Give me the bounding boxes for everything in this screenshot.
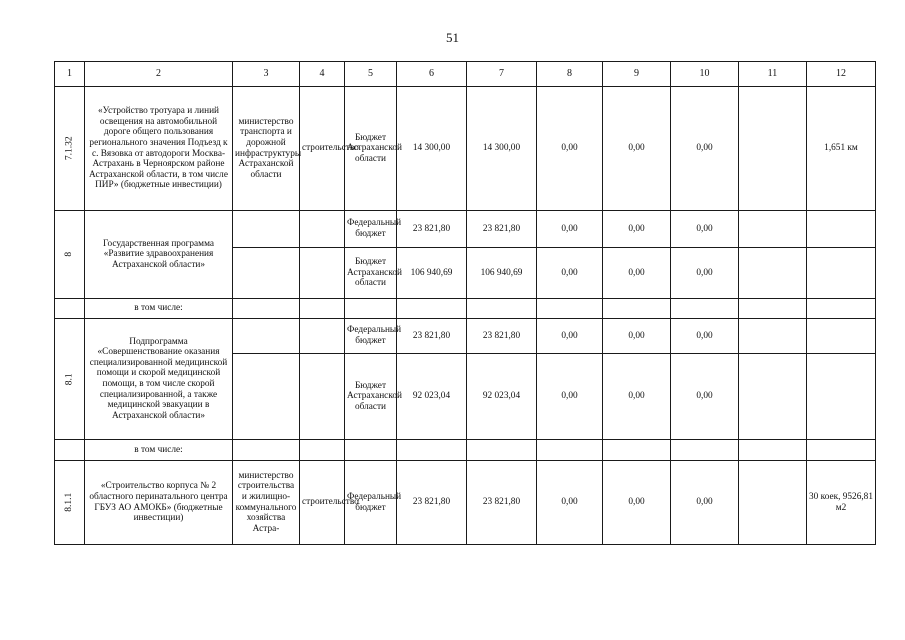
empty-cell [467,440,537,461]
empty-cell [233,440,300,461]
empty-cell [671,299,739,319]
value-col7: 14 300,00 [467,87,537,211]
work-kind: строительство [300,87,345,211]
empty-cell [537,299,603,319]
column-number: 7 [467,62,537,87]
value-col6: 92 023,04 [397,354,467,440]
funding-source: Бюджет Астраханской области [345,354,397,440]
result-col12 [807,354,876,440]
including-label: в том числе: [85,299,233,319]
value-col6: 14 300,00 [397,87,467,211]
work-kind: строительство [300,461,345,545]
column-number: 5 [345,62,397,87]
table-row [55,87,876,211]
empty-cell [300,299,345,319]
investment-table [54,61,876,545]
row-number: 7.1.32 [64,136,75,161]
funding-source: Бюджет Астраханской области [345,87,397,211]
result-col12: 1,651 км [807,87,876,211]
value-col9: 0,00 [603,211,671,248]
empty-cell [537,440,603,461]
table-row [55,211,876,248]
value-col11 [739,461,807,545]
column-number: 2 [85,62,233,87]
empty-cell [807,440,876,461]
value-col11 [739,211,807,248]
funding-source: Федеральный бюджет [345,211,397,248]
value-col10: 0,00 [671,248,739,299]
value-col8: 0,00 [537,354,603,440]
work-kind [300,319,345,354]
work-kind [300,211,345,248]
value-col7: 23 821,80 [467,211,537,248]
executor [233,211,300,248]
empty-cell [467,299,537,319]
value-col7: 23 821,80 [467,461,537,545]
empty-cell [345,440,397,461]
table-row [55,440,876,461]
empty-cell [603,440,671,461]
value-col8: 0,00 [537,461,603,545]
value-col9: 0,00 [603,87,671,211]
value-col11 [739,87,807,211]
object-name: Подпрограмма «Совершенствование оказания специализированной медицинской помощи и скорой медицинской помощи, в том числе скорой специализированной, а также медицинской эвакуации в Астраханской области» [85,319,233,440]
row-number: 8.1.1 [64,493,75,512]
funding-source: Бюджет Астраханской области [345,248,397,299]
value-col10: 0,00 [671,461,739,545]
value-col7: 23 821,80 [467,319,537,354]
work-kind [300,354,345,440]
value-col9: 0,00 [603,354,671,440]
executor [233,248,300,299]
empty-cell [739,299,807,319]
value-col10: 0,00 [671,354,739,440]
executor [233,319,300,354]
executor [233,354,300,440]
value-col6: 23 821,80 [397,211,467,248]
including-label: в том числе: [85,440,233,461]
value-col11 [739,354,807,440]
value-col9: 0,00 [603,248,671,299]
value-col11 [739,248,807,299]
work-kind [300,248,345,299]
column-number: 3 [233,62,300,87]
value-col6: 23 821,80 [397,461,467,545]
result-col12 [807,211,876,248]
value-col8: 0,00 [537,248,603,299]
value-col7: 92 023,04 [467,354,537,440]
empty-cell [807,299,876,319]
column-number: 4 [300,62,345,87]
empty-cell [233,299,300,319]
page-number: 51 [446,30,459,45]
empty-cell [300,440,345,461]
value-col10: 0,00 [671,319,739,354]
table-row [55,299,876,319]
executor: министерство строительства и жилищно-коммунального хозяйства Астра- [233,461,300,545]
row-number: 8 [64,252,75,257]
value-col10: 0,00 [671,87,739,211]
column-number: 10 [671,62,739,87]
value-col10: 0,00 [671,211,739,248]
column-number: 9 [603,62,671,87]
row-number-cell [55,87,85,211]
empty-cell [397,440,467,461]
value-col8: 0,00 [537,87,603,211]
value-col8: 0,00 [537,211,603,248]
value-col6: 23 821,80 [397,319,467,354]
value-col6: 106 940,69 [397,248,467,299]
result-col12: 30 коек, 9526,81 м2 [807,461,876,545]
column-number: 12 [807,62,876,87]
result-col12 [807,319,876,354]
row-number-cell [55,440,85,461]
empty-cell [603,299,671,319]
row-number: 8.1 [64,373,75,385]
column-number: 1 [55,62,85,87]
value-col11 [739,319,807,354]
empty-cell [397,299,467,319]
row-number-cell [55,211,85,299]
empty-cell [345,299,397,319]
object-name: Государственная программа «Развитие здравоохранения Астраханской области» [85,211,233,299]
table-row [55,461,876,545]
value-col8: 0,00 [537,319,603,354]
column-number: 8 [537,62,603,87]
funding-source: Федеральный бюджет [345,461,397,545]
object-name: «Устройство тротуара и линий освещения на автомобильной дороге общего пользования регионального значения Подъезд к с. Вязовка от автодороги Москва-Астрахань в Черноярском районе Астраханской области, в том числе ПИР» (бюджетные инвестиции) [85,87,233,211]
row-number-cell [55,299,85,319]
column-number: 6 [397,62,467,87]
row-number-cell [55,319,85,440]
value-col7: 106 940,69 [467,248,537,299]
result-col12 [807,248,876,299]
column-number: 11 [739,62,807,87]
value-col9: 0,00 [603,461,671,545]
executor: министерство транспорта и дорожной инфраструктуры Астраханской области [233,87,300,211]
object-name: «Строительство корпуса № 2 областного перинатального центра ГБУЗ АО АМОКБ» (бюджетные инвестиции) [85,461,233,545]
table-row [55,319,876,354]
row-number-cell [55,461,85,545]
empty-cell [739,440,807,461]
column-number-row [55,62,876,87]
funding-source: Федеральный бюджет [345,319,397,354]
empty-cell [671,440,739,461]
value-col9: 0,00 [603,319,671,354]
